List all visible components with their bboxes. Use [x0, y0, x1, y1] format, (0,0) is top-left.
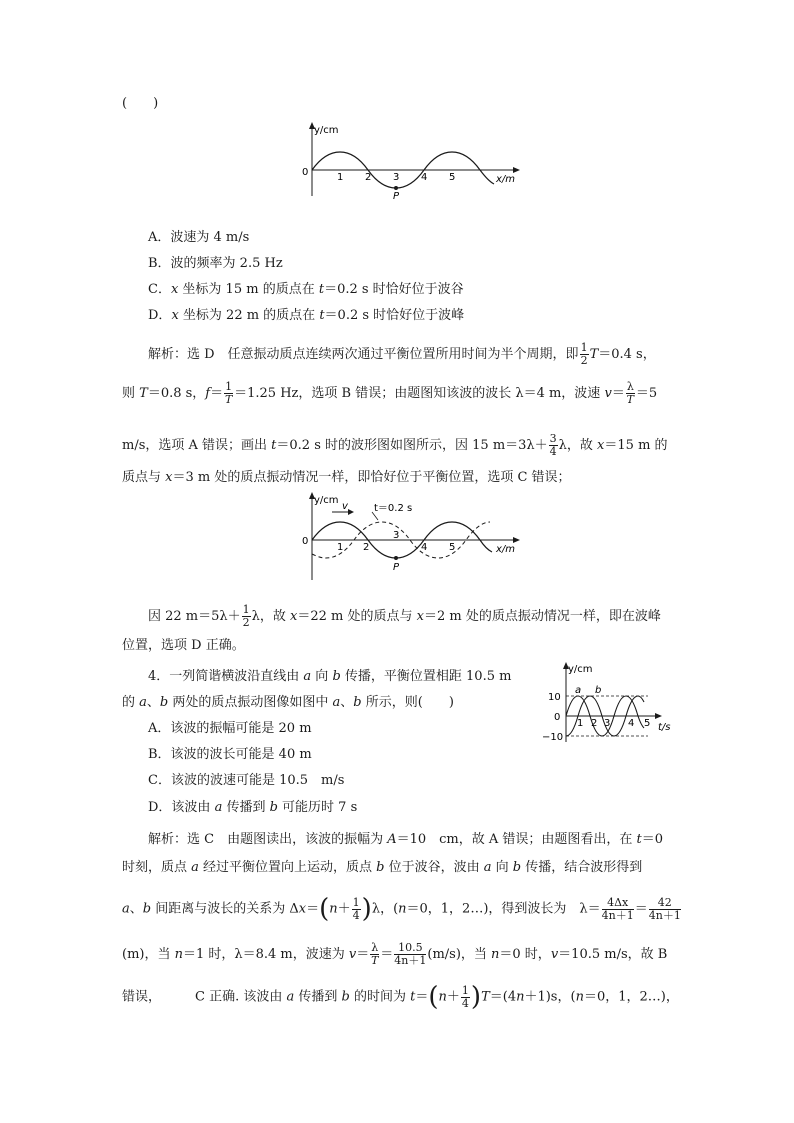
q3-analysis-line-4: 质点与 x＝3 m 处的质点振动情况一样，即恰好位于平衡位置，选项 C 错误；	[122, 470, 571, 485]
q4-analysis-line-1: 解析：选 C 由题图读出，该波的振幅为 A＝10 cm，故 A 错误；由题图看出，在 t＝0	[148, 832, 664, 847]
fig1-tick-3: 3	[393, 172, 400, 183]
fig2-tick-5: 5	[449, 542, 456, 553]
fig3-y-bottom: −10	[542, 732, 564, 743]
fig3-tick-5: 5	[644, 718, 651, 729]
fig3-tick-3: 3	[604, 718, 611, 729]
q4-stem-line-1: 4．一列简谐横波沿直线由 a 向 b 传播，平衡位置相距 10.5 m	[148, 669, 512, 684]
vibration-figure	[540, 660, 680, 744]
q3-analysis-line-3: m/s，选项 A 错误；画出 t＝0.2 s 时的波形图如图所示，因 15 m＝3λ＋ $\frac{3}{4}$ λ，故 x＝15 m 的	[122, 432, 668, 458]
fig1-tick-4: 4	[421, 172, 428, 183]
wave-figure-1	[298, 120, 528, 200]
fig3-tick-2: 2	[591, 718, 598, 729]
fig3-xlabel: t/s	[658, 722, 671, 733]
fig2-time-label: t＝0.2 s	[374, 503, 413, 514]
fig3-label-b: b	[595, 685, 602, 696]
fig2-tick-2: 2	[363, 542, 370, 553]
q4-option-a: A．该波的振幅可能是 20 m	[148, 721, 312, 736]
q3-option-c: C．x 坐标为 15 m 的质点在 t＝0.2 s 时恰好位于波谷	[148, 282, 464, 297]
point-p-marker	[394, 186, 398, 190]
q4-stem-line-2: 的 a、b 两处的质点振动图像如图中 a、b 所示，则( )	[122, 695, 454, 710]
point-p-marker-2	[394, 556, 398, 560]
q3-analysis-line-1: 解析：选 D 任意振动质点连续两次通过平衡位置所用时间为半个周期，即 $\frac{1}{2}$ T＝0.4 s，	[148, 341, 656, 367]
question-paren: ( )	[122, 96, 159, 111]
fig1-point-p: P	[393, 191, 400, 200]
wave-figure-2	[298, 490, 528, 582]
fig1-tick-1: 1	[337, 172, 344, 183]
fig1-xlabel: x/m	[496, 174, 516, 185]
fig2-tick-1: 1	[337, 542, 344, 553]
q4-option-c: C．该波的波速可能是 10.5 m/s	[148, 773, 345, 788]
fig2-tick-3: 3	[393, 530, 400, 541]
q3-end-line-1: 因 22 m＝5λ＋ $\frac{1}{2}$ λ，故 x＝22 m 处的质点与 x＝2 m 处的质点振动情况一样，即在波峰	[148, 603, 661, 629]
q4-analysis-line-5: 错误， C 正确. 该波由 a 传播到 b 的时间为 t＝(n＋ $\frac{1}{4}$ )T＝(4n＋1)s，(n＝0，1，2…)，	[122, 982, 679, 1012]
fig1-origin: 0	[302, 167, 309, 178]
fig3-tick-1: 1	[577, 718, 584, 729]
fig2-velocity: v	[342, 501, 348, 512]
fig3-y-zero: 0	[554, 712, 561, 723]
fig2-point-p: P	[393, 562, 400, 573]
fig2-tick-4: 4	[421, 542, 428, 553]
q3-analysis-line-2: 则 T＝0.8 s，f＝ $\frac{1}{T}$ ＝1.25 Hz，选项 B 错误；由题图知该波的波长 λ＝4 m，波速 v＝ $\frac{\lambda}{T}$ ＝5	[122, 380, 658, 406]
q3-end-line-2: 位置，选项 D 正确。	[122, 638, 245, 653]
fig3-ylabel: y/cm	[568, 664, 593, 675]
fig1-tick-2: 2	[365, 172, 372, 183]
fig2-xlabel: x/m	[496, 544, 516, 555]
fig2-ylabel: y/cm	[314, 495, 339, 506]
q4-analysis-line-3: a、b 间距离与波长的关系为 Δx＝(n＋ $\frac{1}{4}$ )λ，(n＝0，1，2…)，得到波长为 λ＝ $\frac{4\Delta x}{4n+1}$ ＝ $\frac{42}{4n+1}$	[122, 894, 681, 924]
q4-analysis-line-2: 时刻，质点 a 经过平衡位置向上运动，质点 b 位于波谷，波由 a 向 b 传播，结合波形得到	[122, 860, 643, 875]
fig2-origin: 0	[302, 536, 309, 547]
q3-option-a: A．波速为 4 m/s	[148, 230, 250, 245]
q4-analysis-line-4: (m)，当 n＝1 时，λ＝8.4 m，波速为 v＝ $\frac{\lambda}{T}$ ＝ $\frac{10.5}{4n+1}$ (m/s)，当 n＝0 时，v＝10.5 m/s，故 B	[122, 941, 668, 967]
fig3-y-top: 10	[548, 692, 561, 703]
q3-option-b: B．波的频率为 2.5 Hz	[148, 256, 283, 271]
q3-option-d: D．x 坐标为 22 m 的质点在 t＝0.2 s 时恰好位于波峰	[148, 308, 465, 323]
fig1-ylabel: y/cm	[314, 125, 339, 136]
fig1-tick-5: 5	[449, 172, 456, 183]
q4-option-d: D．该波由 a 传播到 b 可能历时 7 s	[148, 800, 358, 815]
fig3-label-a: a	[575, 685, 582, 696]
q4-option-b: B．该波的波长可能是 40 m	[148, 747, 312, 762]
fig3-tick-4: 4	[628, 718, 635, 729]
